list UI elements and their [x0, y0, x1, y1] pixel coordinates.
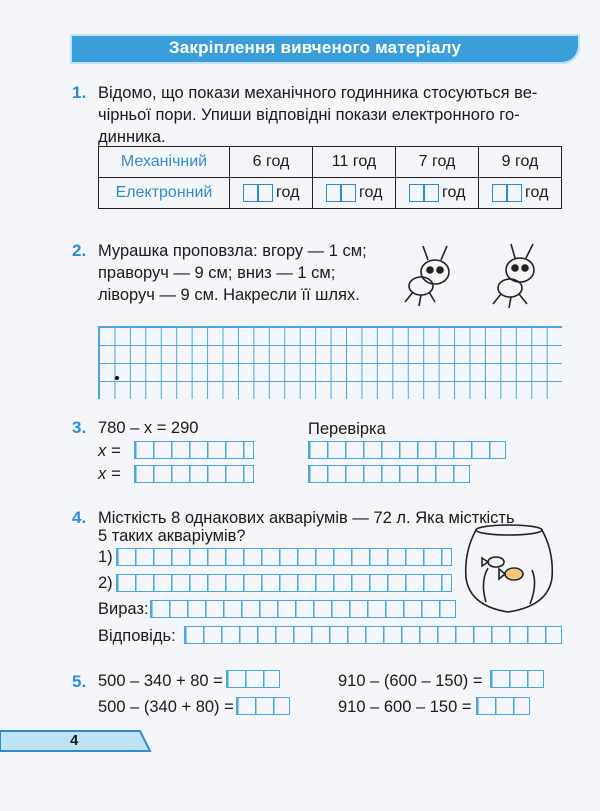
result-cells[interactable] — [490, 670, 544, 688]
section-title: Закріплення вивченого матеріалу — [168, 38, 462, 57]
expr-1: 500 – 340 + 80 = — [98, 672, 223, 690]
result-cells[interactable] — [226, 670, 280, 688]
mechanical-value: 11 год — [313, 147, 396, 178]
mechanical-label: Механічний — [99, 147, 230, 178]
answer-label: Відповідь: — [98, 627, 176, 645]
electronic-row — [99, 178, 562, 209]
result-cells[interactable] — [476, 697, 530, 715]
task2-number: 2. — [72, 241, 87, 260]
answer-cells[interactable] — [134, 465, 254, 483]
aquarium-illustration — [456, 522, 561, 618]
task1-line1: Відомо, що покази механічного годинника стосуються ве- — [98, 84, 538, 102]
clock-table — [98, 146, 562, 209]
unit-label: год — [442, 184, 466, 202]
step2-label: 2) — [98, 574, 113, 592]
task3-equation: 780 – x = 290 — [98, 419, 199, 437]
task4-line1: Місткість 8 однакових акваріумів — 72 л. Яка місткість — [98, 509, 515, 527]
expression-cells[interactable] — [150, 600, 456, 618]
x-label-2: x = — [98, 465, 121, 483]
task4-line2: 5 таких акваріумів? — [98, 527, 246, 545]
task2-line1: Мурашка проповзла: вгору — 1 см; — [98, 242, 367, 260]
check-cells[interactable] — [308, 465, 470, 483]
section-header — [70, 34, 580, 64]
answer-cells[interactable] — [134, 441, 254, 459]
ants-illustration — [395, 240, 555, 310]
electronic-label: Електронний — [99, 178, 230, 209]
check-label: Перевірка — [308, 420, 386, 438]
task2-line3: ліворуч — 9 см. Накресли її шлях. — [98, 286, 360, 304]
expr-4: 910 – 600 – 150 = — [338, 698, 472, 716]
expr-2: 500 – (340 + 80) = — [98, 698, 234, 716]
electronic-answer[interactable] — [230, 178, 313, 209]
check-cells[interactable] — [308, 441, 506, 459]
step1-label: 1) — [98, 548, 113, 566]
page-number: 4 — [70, 732, 79, 749]
electronic-answer[interactable] — [479, 178, 562, 209]
expression-label: Вираз: — [98, 600, 149, 618]
result-cells[interactable] — [236, 697, 290, 715]
answer-cells[interactable] — [184, 626, 562, 644]
task1-number: 1. — [72, 83, 87, 102]
mechanical-value: 6 год — [230, 147, 313, 178]
task3-number: 3. — [72, 418, 87, 437]
mechanical-value: 9 год — [479, 147, 562, 178]
start-point — [115, 376, 119, 380]
mechanical-value: 7 год — [396, 147, 479, 178]
task5-number: 5. — [72, 672, 87, 691]
unit-label: год — [525, 184, 549, 202]
expr-3: 910 – (600 – 150) = — [338, 672, 483, 690]
step1-cells[interactable] — [116, 548, 452, 566]
electronic-answer[interactable] — [396, 178, 479, 209]
task2-line2: праворуч — 9 см; вниз — 1 см; — [98, 264, 336, 282]
drawing-grid[interactable] — [98, 326, 562, 399]
task4-number: 4. — [72, 508, 87, 527]
step2-cells[interactable] — [116, 574, 452, 592]
electronic-answer[interactable] — [313, 178, 396, 209]
task1-line2: чірньої пори. Упиши відповідні покази електронного го- — [98, 106, 520, 124]
mechanical-row — [99, 147, 562, 178]
task1-line3: динника. — [98, 128, 166, 146]
unit-label: год — [359, 184, 383, 202]
unit-label: год — [276, 184, 300, 202]
x-label-1: x = — [98, 442, 121, 460]
